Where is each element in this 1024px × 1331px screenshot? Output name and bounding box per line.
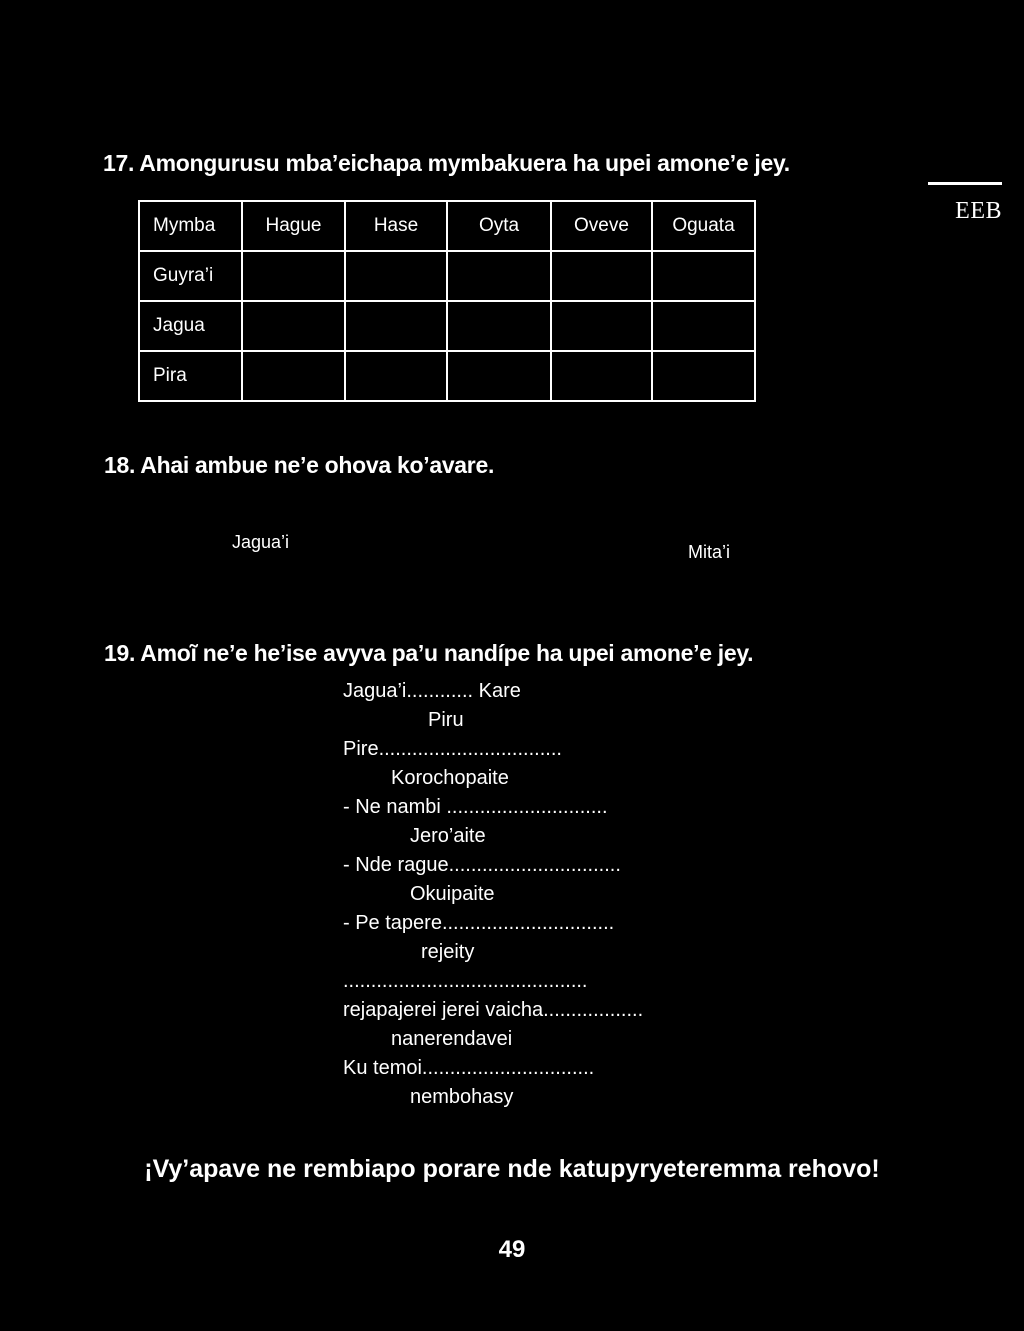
table-header-cell: Hague	[242, 201, 345, 251]
table-row-label: Jagua	[139, 301, 242, 351]
table-cell[interactable]	[551, 301, 652, 351]
table-cell[interactable]	[447, 251, 551, 301]
table-row	[139, 351, 755, 401]
list-line: Jero’aite	[410, 825, 486, 847]
list-line: - Nde rague...............................	[343, 854, 621, 876]
word-right: Mita’i	[688, 542, 731, 562]
table-header-cell: Oyta	[447, 201, 551, 251]
list-line: Piru	[428, 709, 464, 731]
table-cell[interactable]	[345, 301, 447, 351]
eeb-badge-text: EEB	[955, 198, 1002, 224]
table-cell[interactable]	[345, 251, 447, 301]
table-row	[139, 251, 755, 301]
list-line: Jagua’i............ Kare	[343, 680, 521, 702]
table-cell[interactable]	[242, 301, 345, 351]
list-line: - Ne nambi .............................	[343, 796, 608, 818]
list-line: Ku temoi...............................	[343, 1057, 595, 1079]
list-line: nembohasy	[410, 1086, 514, 1108]
table-cell[interactable]	[242, 251, 345, 301]
list-line: - Pe tapere...............................	[343, 912, 615, 934]
table-header-row	[139, 201, 755, 251]
list-line: Pire.................................	[343, 738, 562, 760]
congratulations-message: ¡Vy’apave ne rembiapo porare nde katupyryeteremma rehovo!	[144, 1155, 880, 1183]
question-19-title: 19. Amoĩ ne’e he’ise avyva pa’u nandípe ha upei amone’e jey.	[104, 640, 754, 666]
eeb-badge	[928, 182, 1002, 225]
list-line: ............................................	[343, 970, 588, 992]
list-line: Korochopaite	[391, 767, 509, 789]
table-cell[interactable]	[551, 251, 652, 301]
table-header-cell: Oguata	[652, 201, 755, 251]
table-cell[interactable]	[242, 351, 345, 401]
table-cell[interactable]	[652, 301, 755, 351]
table-cell[interactable]	[345, 351, 447, 401]
table-row-label: Guyra’i	[139, 251, 242, 301]
list-line: rejeity	[421, 941, 475, 963]
table-cell[interactable]	[652, 351, 755, 401]
page-number: 49	[498, 1236, 526, 1263]
table-header-cell: Hase	[345, 201, 447, 251]
question-17-title: 17. Amongurusu mba’eichapa mymbakuera ha upei amone’e jey.	[103, 150, 790, 176]
table-cell[interactable]	[447, 351, 551, 401]
table-row	[139, 301, 755, 351]
table-header-cell: Oveve	[551, 201, 652, 251]
list-line: nanerendavei	[391, 1028, 513, 1050]
table-cell[interactable]	[551, 351, 652, 401]
question-18-title: 18. Ahai ambue ne’e ohova ko’avare.	[104, 452, 495, 478]
table-cell[interactable]	[447, 301, 551, 351]
table-row-label: Pira	[139, 351, 242, 401]
list-line: Okuipaite	[410, 883, 495, 905]
table-header-cell: Mymba	[139, 201, 242, 251]
animal-table	[138, 200, 756, 402]
table-cell[interactable]	[652, 251, 755, 301]
word-left: Jagua’i	[232, 532, 290, 552]
list-line: rejapajerei jerei vaicha..................	[343, 999, 644, 1021]
